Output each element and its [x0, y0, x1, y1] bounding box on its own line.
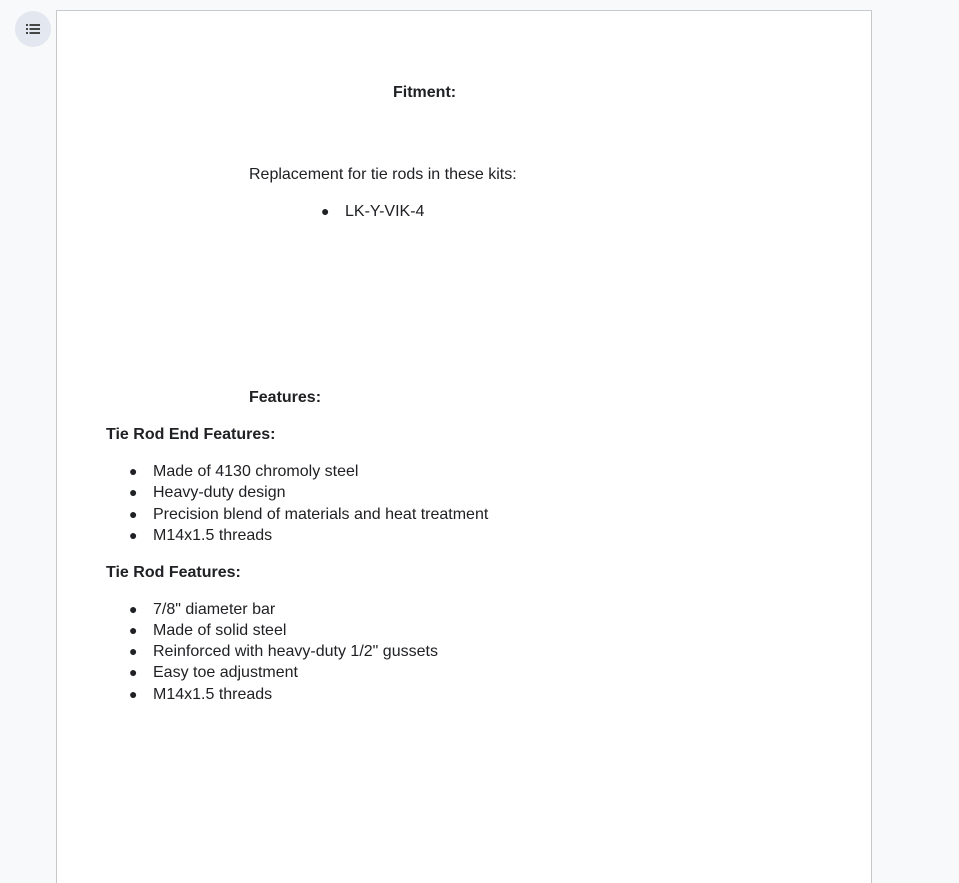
bullet: ●	[129, 527, 138, 543]
bullet: ●	[129, 686, 138, 702]
bullet: ●	[129, 463, 138, 479]
fitment-heading: Fitment:	[393, 84, 457, 101]
feature-item: Heavy-duty design	[153, 484, 286, 501]
feature-item: Made of solid steel	[153, 622, 287, 639]
bullet: ●	[129, 643, 138, 659]
bullet: ●	[129, 664, 138, 680]
bullet: ●	[129, 506, 138, 522]
feature-item: Precision blend of materials and heat treatment	[153, 506, 489, 523]
document-outline-button[interactable]	[15, 11, 51, 47]
bullet: ●	[129, 601, 138, 617]
bullet: ●	[321, 203, 330, 219]
tie-rod-end-heading: Tie Rod End Features:	[106, 426, 276, 443]
document-page[interactable]	[56, 10, 872, 883]
tie-rod-heading: Tie Rod Features:	[106, 564, 241, 581]
feature-item: Easy toe adjustment	[153, 664, 298, 681]
features-heading: Features:	[249, 389, 322, 406]
feature-item: Made of 4130 chromoly steel	[153, 463, 359, 480]
feature-item: M14x1.5 threads	[153, 527, 273, 544]
feature-item: 7/8" diameter bar	[153, 601, 276, 618]
list-icon	[24, 20, 42, 38]
bullet: ●	[129, 622, 138, 638]
kit-item: LK-Y-VIK-4	[345, 203, 425, 220]
feature-item: Reinforced with heavy-duty 1/2" gussets	[153, 643, 438, 660]
feature-item: M14x1.5 threads	[153, 686, 273, 703]
bullet: ●	[129, 484, 138, 500]
replacement-text: Replacement for tie rods in these kits:	[249, 166, 517, 183]
